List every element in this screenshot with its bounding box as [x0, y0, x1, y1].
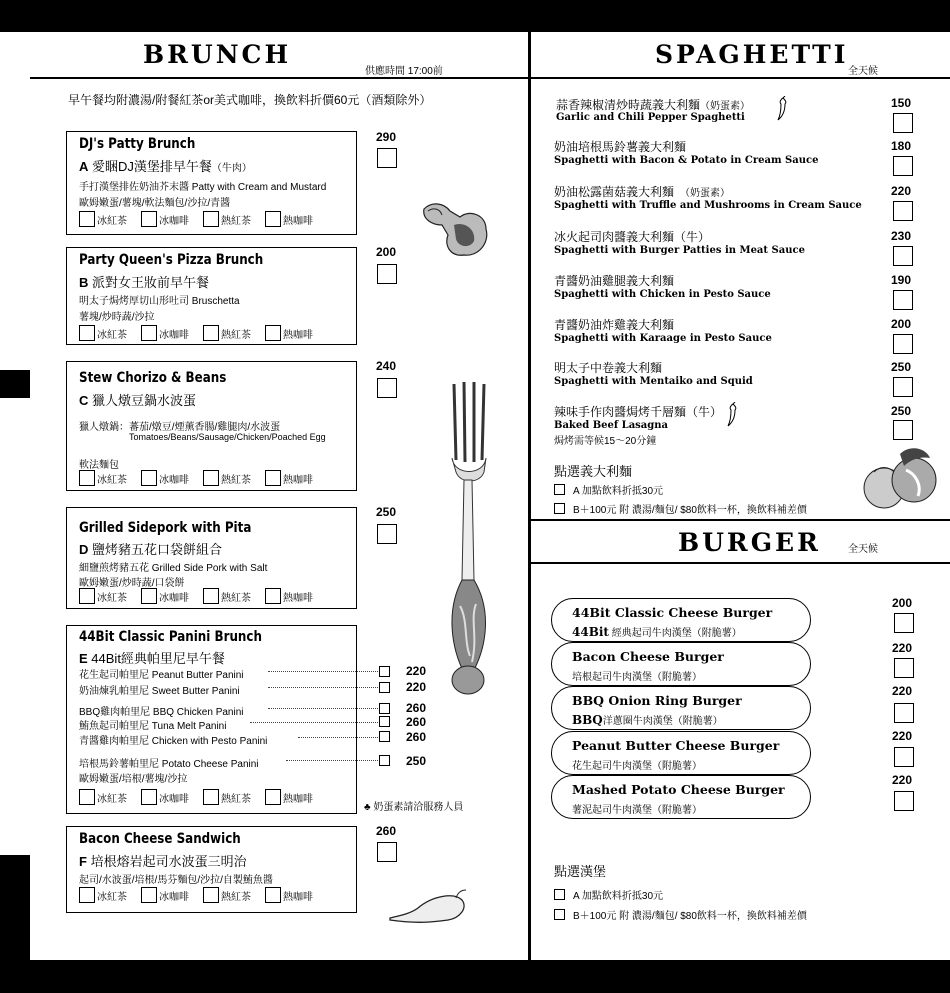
drink-options: [79, 588, 327, 604]
burger-top-rule: [531, 519, 950, 521]
spaghetti-price: 230: [891, 229, 912, 243]
spaghetti-price: 180: [891, 139, 912, 153]
brunch-header-rule: [30, 77, 528, 79]
burger-price: 220: [892, 729, 913, 743]
spaghetti-price: 250: [891, 360, 912, 374]
fork-illustration: [440, 380, 500, 710]
burger-price: 220: [892, 684, 913, 698]
drink-option[interactable]: 冰咖啡: [141, 789, 203, 805]
drink-option[interactable]: 熱紅茶: [203, 470, 265, 486]
spaghetti-price: 190: [891, 273, 912, 287]
order-checkbox[interactable]: [377, 378, 397, 398]
spaghetti-price: 200: [891, 317, 912, 331]
set-desc: 明太子焗烤厚切山形吐司 Bruschetta: [79, 296, 240, 307]
panini-item: 青醬雞肉帕里尼 Chicken with Pesto Panini: [79, 736, 268, 747]
burger-pick-title: 點選漢堡: [554, 864, 607, 879]
leader-line: [268, 687, 378, 688]
panini-item: 花生起司帕里尼 Peanut Butter Panini: [79, 670, 244, 681]
drink-option[interactable]: 熱紅茶: [203, 887, 265, 903]
brunch-set-c: [66, 361, 357, 491]
panini-price: 250: [406, 754, 427, 768]
spaghetti-name-cn: 蒜香辣椒清炒時蔬義大利麵（奶蛋素）: [556, 98, 751, 112]
drink-option[interactable]: 冰咖啡: [141, 887, 203, 903]
spaghetti-option-a[interactable]: A 加點飲料折抵30元: [554, 482, 663, 497]
burger-name-en: Bacon Cheese Burger: [572, 649, 724, 664]
spaghetti-name-en: Spaghetti with Mentaiko and Squid: [554, 376, 753, 387]
burger-item: [551, 642, 811, 686]
brunch-hours: 供應時間 17:00前: [365, 66, 443, 77]
brunch-set-d: [66, 507, 357, 609]
brunch-set-e: [66, 625, 357, 814]
drink-option[interactable]: 熱紅茶: [203, 211, 265, 227]
leader-line: [268, 708, 378, 709]
panini-checkbox[interactable]: [379, 682, 390, 693]
drink-option[interactable]: 冰咖啡: [141, 470, 203, 486]
order-checkbox[interactable]: [893, 334, 913, 354]
leader-line: [250, 722, 378, 723]
burger-name-cn: 培根起司牛肉漢堡（附脆薯）: [572, 672, 702, 683]
drink-options: [79, 789, 327, 805]
panini-checkbox[interactable]: [379, 716, 390, 727]
spaghetti-name-en: Spaghetti with Truffle and Mushrooms in Cream Sauce: [554, 200, 862, 211]
drink-option[interactable]: 冰紅茶: [79, 588, 141, 604]
set-price: 260: [376, 824, 397, 838]
burger-item: [551, 775, 811, 819]
order-checkbox[interactable]: [893, 420, 913, 440]
panini-price: 220: [406, 664, 427, 678]
drink-option[interactable]: 熱紅茶: [203, 325, 265, 341]
egg-veg-note: ♣ 奶蛋素請洽服務人員: [364, 802, 464, 813]
panini-price: 220: [406, 680, 427, 694]
burger-name-cn: BBQ洋蔥圈牛肉漢堡（附脆薯）: [572, 713, 723, 727]
burger-item: [551, 731, 811, 775]
drink-options: [79, 887, 327, 903]
set-name-en: DJ's Patty Brunch: [79, 136, 196, 152]
spaghetti-price: 220: [891, 184, 912, 198]
set-desc: 軟法麵包: [79, 460, 119, 471]
set-name-cn: C 獵人燉豆鍋水波蛋: [79, 393, 197, 408]
drink-option[interactable]: 熱咖啡: [265, 211, 327, 227]
set-desc: 細鹽煎烤豬五花 Grilled Side Pork with Salt: [79, 563, 268, 574]
spaghetti-pick-title: 點選義大利麵: [554, 464, 633, 479]
burger-option-b[interactable]: B＋100元 附 濃湯/麵包/ $80飲料一杯，換飲料補差價: [554, 907, 807, 922]
spaghetti-hours: 全天候: [848, 66, 878, 77]
burger-hours: 全天候: [848, 544, 878, 555]
set-name-en: 44Bit Classic Panini Brunch: [79, 629, 262, 645]
brunch-title: BRUNCH: [143, 40, 292, 69]
burger-price: 220: [892, 773, 913, 787]
burger-item: [551, 598, 811, 642]
brunch-set-f: [66, 826, 357, 913]
order-checkbox[interactable]: [377, 148, 397, 168]
burger-name-en: Peanut Butter Cheese Burger: [572, 738, 780, 753]
set-desc: Tomatoes/Beans/Sausage/Chicken/Poached Egg: [129, 432, 326, 442]
leader-line: [286, 760, 378, 761]
burger-price: 220: [892, 641, 913, 655]
chili-pepper-icon: [725, 402, 739, 428]
set-name-en: Grilled Sidepork with Pita: [79, 520, 252, 536]
panini-checkbox[interactable]: [379, 731, 390, 742]
panini-item: 奶油煉乳帕里尼 Sweet Butter Panini: [79, 686, 240, 697]
panini-price: 260: [406, 715, 427, 729]
set-price: 200: [376, 245, 397, 259]
panini-item: BBQ雞肉帕里尼 BBQ Chicken Panini: [79, 707, 244, 718]
panini-checkbox[interactable]: [379, 703, 390, 714]
set-desc: 起司/水波蛋/培根/馬芬麵包/沙拉/自製鮪魚醬: [79, 875, 273, 886]
set-desc: 歐姆嫩蛋/薯塊/軟法麵包/沙拉/青醬: [79, 198, 231, 209]
drink-options: [79, 325, 327, 341]
order-checkbox[interactable]: [893, 113, 913, 133]
chili-pepper-icon: [775, 96, 789, 122]
drink-options: [79, 470, 327, 486]
set-desc: 歐姆嫩蛋/炒時蔬/口袋餅: [79, 578, 185, 589]
burger-price: 200: [892, 596, 913, 610]
eggplant-illustration: [388, 886, 468, 926]
leader-line: [268, 671, 378, 672]
set-desc: 歐姆嫩蛋/培根/薯塊/沙拉: [79, 774, 188, 785]
brunch-set-b: [66, 247, 357, 345]
spaghetti-name-en: Garlic and Chili Pepper Spaghetti: [556, 112, 745, 123]
order-checkbox[interactable]: [894, 658, 914, 678]
spaghetti-header-rule: [531, 77, 950, 79]
set-name-cn: A 愛睏DJ漢堡排早午餐（牛肉）: [79, 159, 252, 174]
spaghetti-name-cn: 奶油培根馬鈴薯義大利麵: [554, 140, 687, 154]
order-checkbox[interactable]: [377, 264, 397, 284]
burger-name-en: 44Bit Classic Cheese Burger: [572, 605, 773, 620]
set-name-cn: F 培根熔岩起司水波蛋三明治: [79, 854, 247, 869]
spaghetti-name-cn: 冰火起司肉醬義大利麵（牛）: [554, 230, 711, 244]
column-divider: [528, 32, 531, 960]
left-margin: [0, 0, 30, 993]
panini-checkbox[interactable]: [379, 755, 390, 766]
drink-option[interactable]: 冰咖啡: [141, 325, 203, 341]
brunch-set-a: [66, 131, 357, 235]
spaghetti-name-cn: 奶油松露菌菇義大利麵 （奶蛋素）: [554, 185, 731, 199]
lasagna-wait-note: 焗烤需等候15～20分鐘: [554, 436, 657, 447]
set-name-en: Bacon Cheese Sandwich: [79, 831, 241, 847]
drink-option[interactable]: 熱紅茶: [203, 588, 265, 604]
burger-item: [551, 686, 811, 730]
burger-name-cn: 44Bit 經典起司牛肉漢堡（附脆薯）: [572, 625, 742, 639]
spaghetti-name-cn: 明太子中卷義大利麵: [554, 361, 663, 375]
drink-option[interactable]: 熱紅茶: [203, 789, 265, 805]
order-checkbox[interactable]: [893, 377, 913, 397]
panini-item: 鮪魚起司帕里尼 Tuna Melt Panini: [79, 721, 227, 732]
spaghetti-price: 150: [891, 96, 912, 110]
bottom-bar: [30, 960, 950, 993]
spaghetti-title: SPAGHETTI: [655, 40, 849, 69]
burger-title: BURGER: [678, 528, 821, 557]
panini-price: 260: [406, 730, 427, 744]
spaghetti-name-cn: 辣味手作肉醬焗烤千層麵（牛）: [554, 405, 723, 419]
spaghetti-option-b[interactable]: B＋100元 附 濃湯/麵包/ $80飲料一杯，換飲料補差價: [554, 501, 807, 516]
brunch-note: 早午餐均附濃湯/附餐紅茶or美式咖啡，換飲料折價60元（酒類除外）: [68, 93, 432, 107]
spaghetti-price: 250: [891, 404, 912, 418]
tomato-illustration: [860, 440, 942, 514]
set-desc: 手打漢堡排佐奶油芥末醬 Patty with Cream and Mustard: [79, 182, 327, 193]
panini-checkbox[interactable]: [379, 666, 390, 677]
order-checkbox[interactable]: [894, 747, 914, 767]
order-checkbox[interactable]: [893, 246, 913, 266]
spaghetti-name-cn: 青醬奶油炸雞義大利麵: [554, 318, 675, 332]
drink-option[interactable]: 熱咖啡: [265, 325, 327, 341]
drink-option[interactable]: 熱咖啡: [265, 887, 327, 903]
drink-option[interactable]: 冰紅茶: [79, 325, 141, 341]
set-price: 240: [376, 359, 397, 373]
leader-line: [298, 737, 378, 738]
burger-name-en: BBQ Onion Ring Burger: [572, 693, 742, 708]
spaghetti-name-cn: 青醬奶油雞腿義大利麵: [554, 274, 675, 288]
burger-option-a[interactable]: A 加點飲料折抵30元: [554, 887, 663, 902]
order-checkbox[interactable]: [893, 201, 913, 221]
spaghetti-name-en: Baked Beef Lasagna: [554, 420, 669, 431]
order-checkbox[interactable]: [894, 791, 914, 811]
set-name-en: Party Queen's Pizza Brunch: [79, 252, 264, 268]
burger-name-cn: 薯泥起司牛肉漢堡（附脆薯）: [572, 805, 702, 816]
order-checkbox[interactable]: [377, 842, 397, 862]
order-checkbox[interactable]: [893, 290, 913, 310]
order-checkbox[interactable]: [894, 613, 914, 633]
drink-option[interactable]: 熱咖啡: [265, 588, 327, 604]
drink-option[interactable]: 冰紅茶: [79, 887, 141, 903]
drink-option[interactable]: 冰咖啡: [141, 211, 203, 227]
drink-option[interactable]: 冰紅茶: [79, 211, 141, 227]
drink-option[interactable]: 冰紅茶: [79, 470, 141, 486]
drink-options: [79, 211, 327, 227]
order-checkbox[interactable]: [377, 524, 397, 544]
drink-option[interactable]: 熱咖啡: [265, 470, 327, 486]
drink-option[interactable]: 冰咖啡: [141, 588, 203, 604]
burger-name-cn: 花生起司牛肉漢堡（附脆薯）: [572, 761, 702, 772]
set-name-cn: D 鹽烤豬五花口袋餅組合: [79, 542, 223, 557]
panini-price: 260: [406, 701, 427, 715]
spaghetti-name-en: Spaghetti with Bacon & Potato in Cream Sauce: [554, 155, 819, 166]
drink-option[interactable]: 熱咖啡: [265, 789, 327, 805]
set-desc: 薯塊/炒時蔬/沙拉: [79, 312, 155, 323]
burger-header-rule: [531, 562, 950, 564]
spaghetti-name-en: Spaghetti with Karaage in Pesto Sauce: [554, 333, 772, 344]
set-name-cn: E 44Bit經典帕里尼早午餐: [79, 651, 225, 666]
order-checkbox[interactable]: [894, 703, 914, 723]
meat-illustration: [420, 195, 492, 265]
order-checkbox[interactable]: [893, 156, 913, 176]
set-name-en: Stew Chorizo & Beans: [79, 370, 227, 386]
set-name-cn: B 派對女王妝前早午餐: [79, 275, 210, 290]
spaghetti-name-en: Spaghetti with Chicken in Pesto Sauce: [554, 289, 771, 300]
set-price: 290: [376, 130, 397, 144]
burger-name-en: Mashed Potato Cheese Burger: [572, 782, 785, 797]
set-price: 250: [376, 505, 397, 519]
set-desc: 獵人燉鍋：蕃茄/燉豆/煙薰香腸/雞腿肉/水波蛋: [79, 422, 281, 433]
spaghetti-name-en: Spaghetti with Burger Patties in Meat Sauce: [554, 245, 805, 256]
drink-option[interactable]: 冰紅茶: [79, 789, 141, 805]
panini-item: 培根馬鈴薯帕里尼 Potato Cheese Panini: [79, 759, 259, 770]
